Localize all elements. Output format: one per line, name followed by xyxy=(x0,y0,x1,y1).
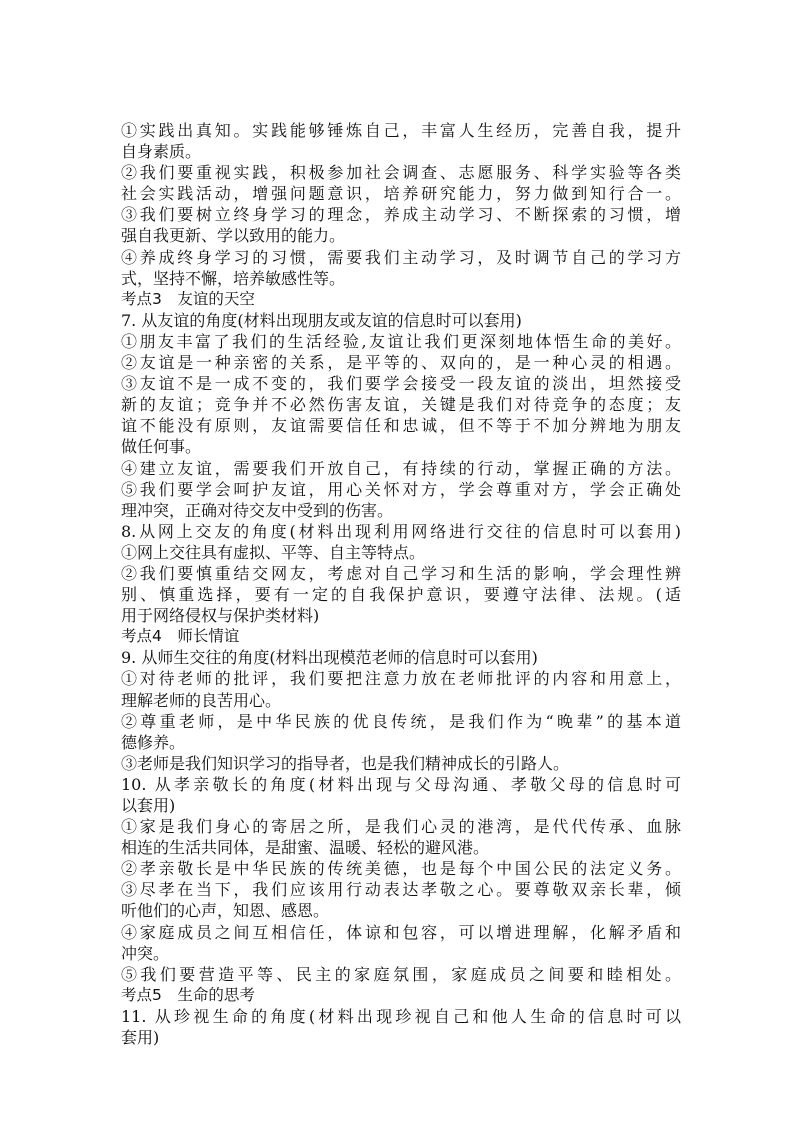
text-line: ③老师是我们知识学习的指导者，也是我们精神成长的引路人。 xyxy=(121,753,570,773)
text-line: ①网上交往具有虚拟、平等、自主等特点。 xyxy=(121,542,426,562)
text-line: 听他们的心声，知恩、感恩。 xyxy=(121,901,330,921)
text-line: 用于网络侵权与保护类材料) xyxy=(121,606,320,626)
text-line: 强自我更新、学以致用的能力。 xyxy=(121,226,346,246)
text-line: ④家庭成员之间互相信任，体谅和包容，可以增进理解，化解矛盾和 xyxy=(121,922,681,942)
text-line: 理冲突，正确对待交友中受到的伤害。 xyxy=(121,500,394,520)
text-line: 理解老师的良苦用心。 xyxy=(121,690,282,710)
text-line: ④建立友谊，需要我们开放自己，有持续的行动，掌握正确的方法。 xyxy=(121,458,681,478)
text-line: ②友谊是一种亲密的关系，是平等的、双向的，是一种心灵的相遇。 xyxy=(121,353,681,373)
text-line: 社会实践活动，增强问题意识，培养研究能力，努力做到知行合一。 xyxy=(121,184,681,204)
text-line: 谊不能没有原则，友谊需要信任和忠诚，但不等于不加分辨地为朋友 xyxy=(121,416,681,436)
text-line: 7. 从友谊的角度(材料出现朋友或友谊的信息时可以套用) xyxy=(121,310,522,330)
text-line: ④养成终身学习的习惯，需要我们主动学习，及时调节自己的学习方 xyxy=(121,247,681,267)
text-line: 新的友谊；竞争并不必然伤害友谊，关键是我们对待竞争的态度；友 xyxy=(121,395,681,415)
text-line: ①家是我们身心的寄居之所，是我们心灵的港湾，是代代传承、血脉 xyxy=(121,817,681,837)
text-line: 10. 从孝亲敬长的角度(材料出现与父母沟通、孝敬父母的信息时可 xyxy=(121,774,681,794)
document-page xyxy=(121,120,681,1048)
text-line: 11. 从珍视生命的角度(材料出现珍视自己和他人生命的信息时可以 xyxy=(121,1006,681,1026)
text-line: ③友谊不是一成不变的，我们要学会接受一段友谊的淡出，坦然接受 xyxy=(121,374,681,394)
section-heading: 考点5 生命的思考 xyxy=(121,985,255,1004)
text-line: ⑤我们要营造平等、民主的家庭氛围，家庭成员之间要和睦相处。 xyxy=(121,964,681,984)
text-line: ②我们要慎重结交网友，考虑对自己学习和生活的影响，学会理性辨 xyxy=(121,563,681,583)
section-heading: 考点4 师长情谊 xyxy=(121,627,240,646)
text-line: ③尽孝在当下，我们应该用行动表达孝敬之心。要尊敬双亲长辈，倾 xyxy=(121,880,681,900)
text-line: ⑤我们要学会呵护友谊，用心关怀对方，学会尊重对方，学会正确处 xyxy=(121,479,681,499)
text-line: ②尊重老师，是中华民族的优良传统，是我们作为“晚辈”的基本道 xyxy=(121,711,681,731)
text-line: 别、慎重选择，要有一定的自我保护意识，要遵守法律、法规。(适 xyxy=(121,585,681,605)
text-line: 以套用) xyxy=(121,796,176,815)
text-line: 做任何事。 xyxy=(121,437,202,457)
text-line: ①朋友丰富了我们的生活经验,友谊让我们更深刻地体悟生命的美好。 xyxy=(121,331,681,351)
text-line: ③我们要树立终身学习的理念，养成主动学习、不断探索的习惯，增 xyxy=(121,205,681,225)
text-line: 相连的生活共同体，是甜蜜、温暖、轻松的避风港。 xyxy=(121,838,490,858)
text-line: 冲突。 xyxy=(121,943,170,963)
text-line: 8.从网上交友的角度(材料出现利用网络进行交往的信息时可以套用) xyxy=(121,521,681,541)
text-line: ②孝亲敬长是中华民族的传统美德，也是每个中国公民的法定义务。 xyxy=(121,859,681,879)
section-heading: 考点3 友谊的天空 xyxy=(121,289,255,308)
text-line: ①对待老师的批评，我们要把注意力放在老师批评的内容和用意上， xyxy=(121,669,681,689)
text-line: ②我们要重视实践，积极参加社会调查、志愿服务、科学实验等各类 xyxy=(121,163,681,183)
text-line: ①实践出真知。实践能够锤炼自己，丰富人生经历，完善自我，提升 xyxy=(121,121,681,140)
text-line: 9. 从师生交往的角度(材料出现模范老师的信息时可以套用) xyxy=(121,648,538,668)
text-line: 式，坚持不懈，培养敏感性等。 xyxy=(121,268,346,288)
text-line: 德修养。 xyxy=(121,732,186,752)
text-line: 自身素质。 xyxy=(121,142,202,162)
text-line: 套用) xyxy=(121,1028,160,1048)
